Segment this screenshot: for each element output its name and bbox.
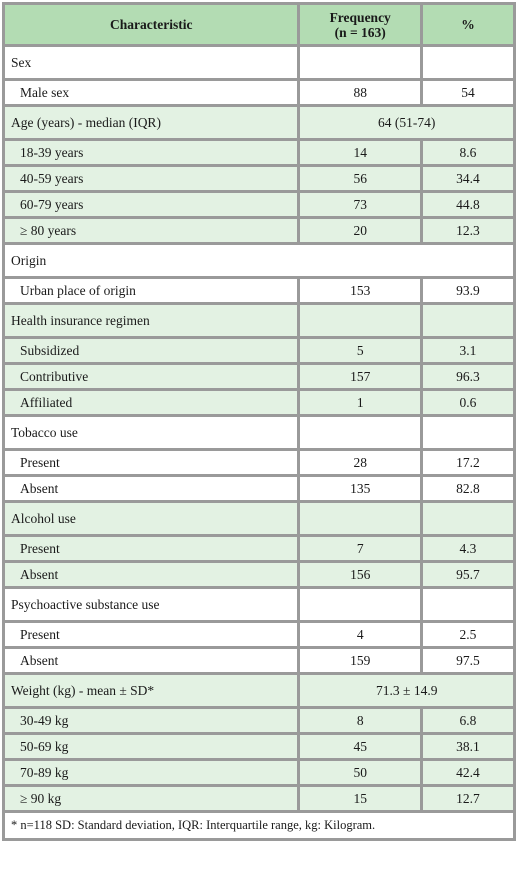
table-row (5, 219, 513, 242)
characteristics-table-container (2, 2, 516, 841)
section-row (5, 417, 513, 448)
row-percent (423, 589, 513, 620)
table-row (5, 477, 513, 500)
row-frequency: 5 (300, 339, 419, 362)
row-label: 50-69 kg (5, 735, 297, 758)
row-frequency: 88 (300, 81, 419, 104)
row-frequency: 8 (300, 709, 419, 732)
row-frequency: 28 (300, 451, 419, 474)
row-percent: 44.8 (423, 193, 513, 216)
table-header-row (5, 5, 513, 44)
row-frequency: 156 (300, 563, 419, 586)
table-row (5, 537, 513, 560)
row-percent: 95.7 (423, 563, 513, 586)
row-frequency: 153 (300, 279, 419, 302)
row-label: Urban place of origin (5, 279, 297, 302)
row-percent: 38.1 (423, 735, 513, 758)
section-row (5, 675, 513, 706)
row-label: 60-79 years (5, 193, 297, 216)
table-row (5, 391, 513, 414)
row-summary-value: 64 (51-74) (300, 107, 513, 138)
table-row (5, 279, 513, 302)
row-percent: 3.1 (423, 339, 513, 362)
row-frequency: 135 (300, 477, 419, 500)
table-row (5, 451, 513, 474)
row-summary-value: 71.3 ± 14.9 (300, 675, 513, 706)
row-label: Contributive (5, 365, 297, 388)
row-frequency: 20 (300, 219, 419, 242)
row-label: Present (5, 451, 297, 474)
row-frequency: 157 (300, 365, 419, 388)
row-frequency: 159 (300, 649, 419, 672)
row-label: ≥ 90 kg (5, 787, 297, 810)
row-frequency: 7 (300, 537, 419, 560)
row-percent: 93.9 (423, 279, 513, 302)
row-percent: 97.5 (423, 649, 513, 672)
header-percent: % (423, 5, 513, 44)
table-row (5, 623, 513, 646)
table-row (5, 563, 513, 586)
row-percent: 12.3 (423, 219, 513, 242)
row-frequency (300, 305, 419, 336)
row-label: Affiliated (5, 391, 297, 414)
section-row (5, 47, 513, 78)
row-percent: 34.4 (423, 167, 513, 190)
table-row (5, 141, 513, 164)
header-frequency-n: (n = 163) (334, 24, 386, 40)
row-label: Origin (5, 245, 513, 276)
row-percent: 42.4 (423, 761, 513, 784)
row-percent: 4.3 (423, 537, 513, 560)
row-label: Absent (5, 563, 297, 586)
row-label: 30-49 kg (5, 709, 297, 732)
row-percent: 6.8 (423, 709, 513, 732)
row-frequency (300, 503, 419, 534)
row-label: Health insurance regimen (5, 305, 297, 336)
row-frequency: 45 (300, 735, 419, 758)
footnote: * n=118 SD: Standard deviation, IQR: Interquartile range, kg: Kilogram. (5, 813, 513, 838)
row-label: Subsidized (5, 339, 297, 362)
row-label: 40-59 years (5, 167, 297, 190)
row-frequency: 56 (300, 167, 419, 190)
table-row (5, 709, 513, 732)
row-label: Male sex (5, 81, 297, 104)
table-row (5, 787, 513, 810)
row-percent (423, 305, 513, 336)
row-frequency: 14 (300, 141, 419, 164)
row-percent: 12.7 (423, 787, 513, 810)
characteristics-table (2, 2, 516, 841)
row-label: Weight (kg) - mean ± SD* (5, 675, 297, 706)
row-frequency: 15 (300, 787, 419, 810)
header-frequency (300, 5, 419, 44)
table-body (5, 47, 513, 810)
header-frequency-label: Frequency (329, 9, 391, 25)
row-label: 70-89 kg (5, 761, 297, 784)
row-label: Age (years) - median (IQR) (5, 107, 297, 138)
section-row (5, 107, 513, 138)
row-percent: 54 (423, 81, 513, 104)
row-label: Present (5, 623, 297, 646)
row-percent: 8.6 (423, 141, 513, 164)
table-row (5, 167, 513, 190)
row-percent: 17.2 (423, 451, 513, 474)
row-percent: 0.6 (423, 391, 513, 414)
table-row (5, 81, 513, 104)
row-frequency: 50 (300, 761, 419, 784)
section-row (5, 245, 513, 276)
row-label: ≥ 80 years (5, 219, 297, 242)
table-row (5, 339, 513, 362)
row-label: Present (5, 537, 297, 560)
row-frequency: 73 (300, 193, 419, 216)
header-characteristic: Characteristic (5, 5, 297, 44)
row-frequency: 1 (300, 391, 419, 414)
row-frequency: 4 (300, 623, 419, 646)
row-percent (423, 417, 513, 448)
row-percent: 82.8 (423, 477, 513, 500)
row-percent: 96.3 (423, 365, 513, 388)
section-row (5, 503, 513, 534)
table-row (5, 761, 513, 784)
row-percent: 2.5 (423, 623, 513, 646)
row-frequency (300, 417, 419, 448)
row-label: Alcohol use (5, 503, 297, 534)
row-label: Absent (5, 649, 297, 672)
row-percent (423, 47, 513, 78)
row-label: Sex (5, 47, 297, 78)
table-row (5, 365, 513, 388)
section-row (5, 589, 513, 620)
table-row (5, 649, 513, 672)
row-label: 18-39 years (5, 141, 297, 164)
row-frequency (300, 589, 419, 620)
section-row (5, 305, 513, 336)
row-label: Absent (5, 477, 297, 500)
table-row (5, 193, 513, 216)
footnote-row (5, 813, 513, 838)
row-percent (423, 503, 513, 534)
table-row (5, 735, 513, 758)
row-label: Psychoactive substance use (5, 589, 297, 620)
row-label: Tobacco use (5, 417, 297, 448)
row-frequency (300, 47, 419, 78)
